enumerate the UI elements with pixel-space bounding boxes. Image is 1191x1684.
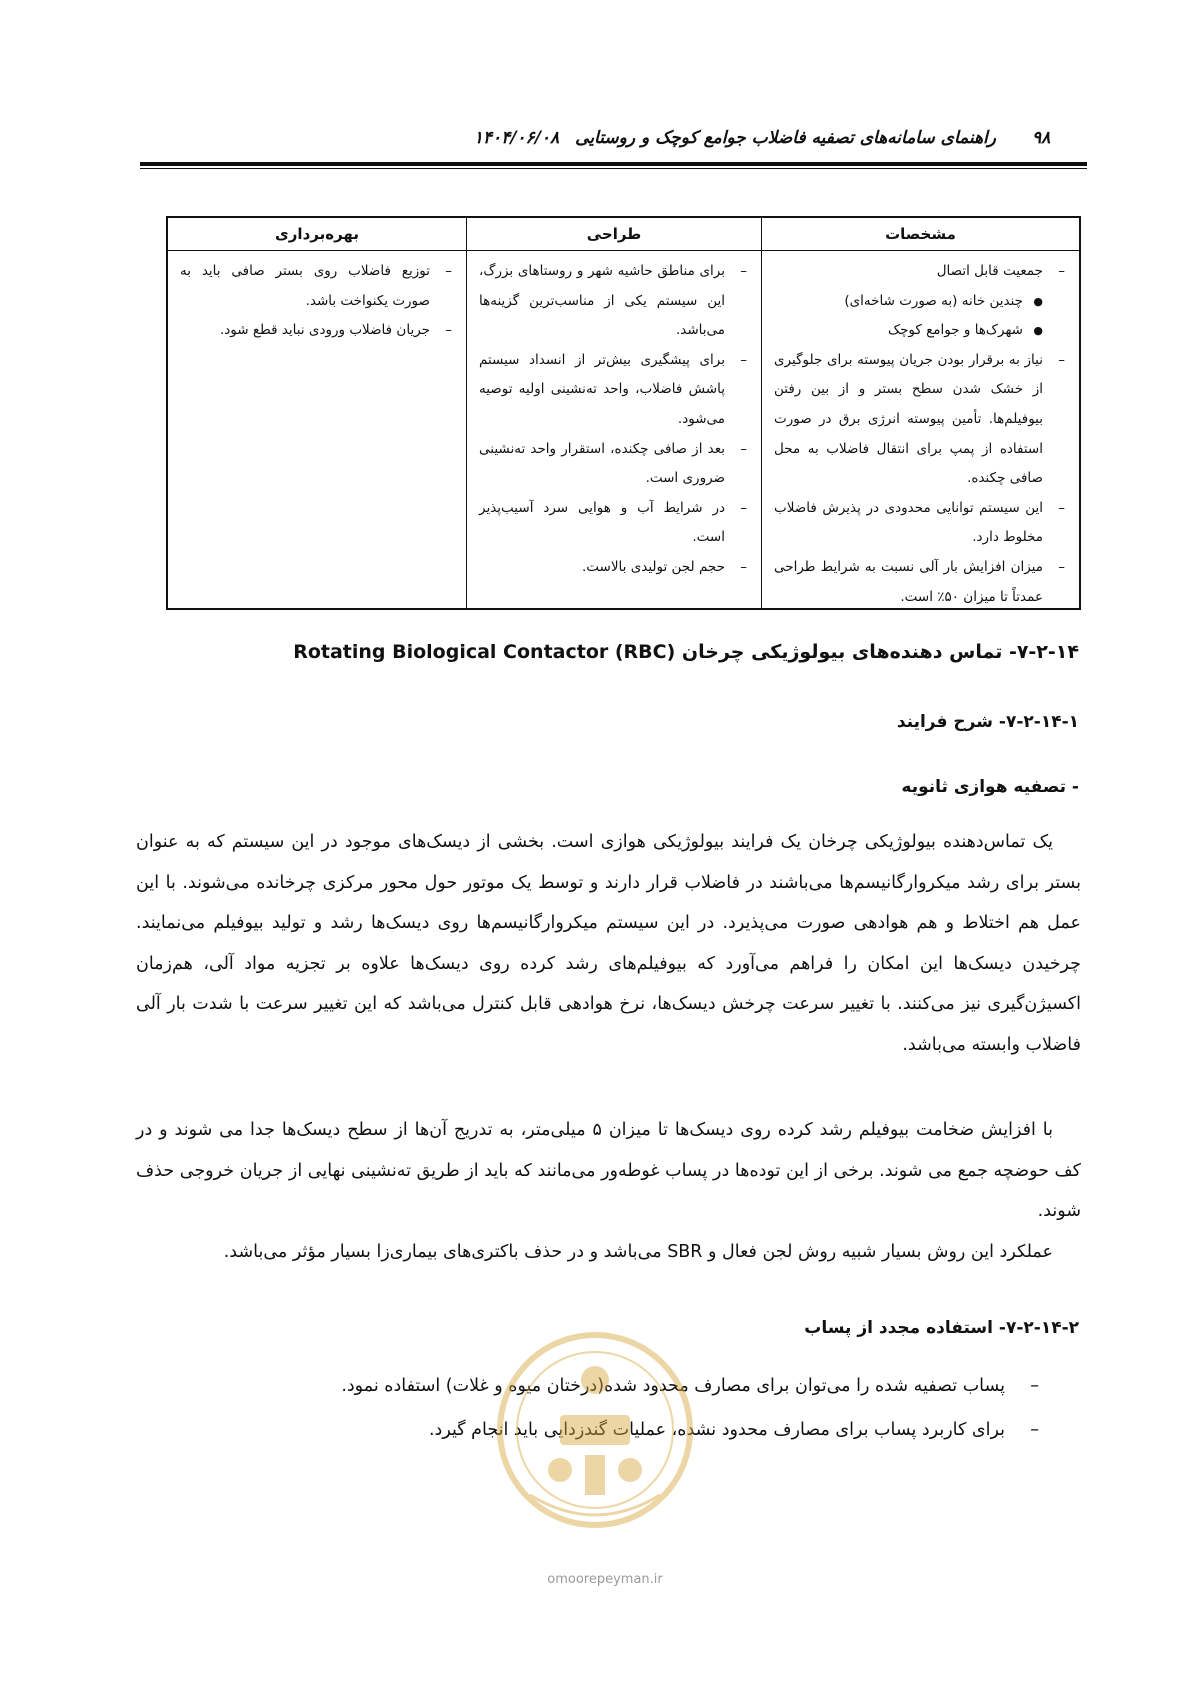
header-rule xyxy=(140,162,1087,166)
table-cell-design xyxy=(467,251,761,583)
list-item: – بعد از صافی چکنده، استقرار واحد ته‌نشینی ضروری است. xyxy=(479,440,747,487)
list-item: – این سیستم توانایی محدودی در پذیرش فاضلاب مخلوط دارد. xyxy=(774,499,1065,546)
list-item: – برای مناطق حاشیه شهر و روستاهای بزرگ، این سیستم یکی از مناسب‌ترین گزینه‌ها می‌باشد. xyxy=(479,263,747,339)
paragraph-performance: عملکرد این روش بسیار شبیه روش لجن فعال و SBR می‌باشد و در حذف باکتری‌های بیماری‌زا بسیار مؤثر می‌باشد. xyxy=(223,1242,1053,1262)
paragraph-process: یک تماس‌دهنده بیولوژیکی چرخان یک فرایند بیولوژیکی هوازی است. بخشی از دیسک‌های موجود در این سیستم که به عنوان بستر برای رشد میکروارگانیسم‌ها می‌باشند در فاضلاب قرار دارند و توسط یک موتور حول محور مرکزی چرخانده می‌شوند. با این عمل هم اختلاط و هم هوادهی صورت می‌پذیرد. در این سیستم میکروارگانیسم‌ها روی دیسک‌ها رشد و تولید بیوفیلم می‌نمایند. چرخیدن دیسک‌ها این امکان را فراهم می‌آورد که بیوفیلم‌های رشد کرده روی دیسک‌ها علاوه بر تجزیه مواد آلی، هم‌زمان اکسیژن‌گیری نیز می‌کنند. با تغییر سرعت چرخش دیسک‌ها، نرخ هوادهی قابل کنترل می‌باشد که این تغییر سرعت با شدت بار آلی فاضلاب وابسته می‌باشد. xyxy=(136,832,1081,1055)
header-date: ۱۴۰۴/۰۶/۰۸ xyxy=(473,128,560,148)
subsection-title-reuse: ۷-۲-۱۴-۲- استفاده مجدد از پساب xyxy=(804,1318,1079,1338)
subsection-title-process: ۷-۲-۱۴-۱- شرح فرایند xyxy=(896,712,1079,732)
list-item: – برای پیشگیری بیش‌تر از انسداد سیستم پاشش فاضلاب، واحد ته‌نشینی اولیه توصیه می‌شود. xyxy=(479,351,747,427)
list-item: – جریان فاضلاب ورودی نباید قطع شود. xyxy=(219,322,452,339)
list-item: – نیاز به برقرار بودن جریان پیوسته برای جلوگیری از خشک شدن سطح بستر و از بین رفتن بیوفیلم‌ها. تأمین پیوسته انرژی برق در صورت استفاده از پمپ برای انتقال فاضلاب به محل صافی چکنده. xyxy=(774,351,1065,487)
running-header xyxy=(136,128,996,148)
watermark-site: omoorepeyman.ir xyxy=(547,1572,663,1587)
list-item: – پساب تصفیه شده را می‌توان برای مصارف محدود شده(درختان میوه و غلات) استفاده نمود. xyxy=(341,1376,1039,1396)
bullet-item: ● چندین خانه (به صورت شاخه‌ای) xyxy=(844,292,1043,309)
table-header-design: طراحی xyxy=(467,218,761,251)
subheading-aerobic: - تصفیه هوازی ثانویه xyxy=(901,777,1079,797)
table-column-design xyxy=(466,218,761,608)
section-title: ۷-۲-۱۴- تماس دهنده‌های بیولوژیکی چرخان Rotating Biological Contactor (RBC) xyxy=(293,641,1079,663)
spec-table xyxy=(166,216,1081,610)
list-item: – توزیع فاضلاب روی بستر صافی باید به صورت یکنواخت باشد. xyxy=(180,263,452,309)
table-cell-spec xyxy=(762,251,1079,612)
bullet-item: ● شهرک‌ها و جوامع کوچک xyxy=(887,322,1043,339)
header-rule-thin xyxy=(140,168,1087,169)
table-cell-ops xyxy=(168,251,466,346)
table-column-ops xyxy=(168,218,466,608)
table-column-spec xyxy=(761,218,1079,608)
seal-logo-icon xyxy=(490,1320,700,1550)
page-number: ۹۸ xyxy=(1032,128,1051,148)
list-item: – جمعیت قابل اتصال xyxy=(936,263,1065,279)
list-item: – در شرایط آب و هوایی سرد آسیب‌پذیر است. xyxy=(479,499,747,546)
list-item: – برای کاربرد پساب برای مصارف محدود نشده، عملیات گندزدایی باید انجام گیرد. xyxy=(428,1420,1039,1440)
header-title: راهنمای سامانه‌های تصفیه فاضلاب جوامع کوچک و روستایی xyxy=(575,128,996,148)
table-header-spec: مشخصات xyxy=(762,218,1079,251)
list-item: – حجم لجن تولیدی بالاست. xyxy=(581,558,747,575)
paragraph-biofilm: با افزایش ضخامت بیوفیلم رشد کرده روی دیسک‌ها تا میزان ۵ میلی‌متر، به تدریج آن‌ها از سطح دیسک‌ها جدا می شوند و در کف حوضچه جمع می شوند. برخی از این توده‌ها در پساب غوطه‌ور می‌مانند که باید از طریق ته‌نشینی نهایی از جریان خروجی حذف شوند. xyxy=(136,1120,1081,1221)
list-item: – میزان افزایش بار آلی نسبت به شرایط طراحی عمدتاً تا میزان ۵۰٪ است. xyxy=(774,558,1065,605)
table-header-ops: بهره‌برداری xyxy=(168,218,466,251)
